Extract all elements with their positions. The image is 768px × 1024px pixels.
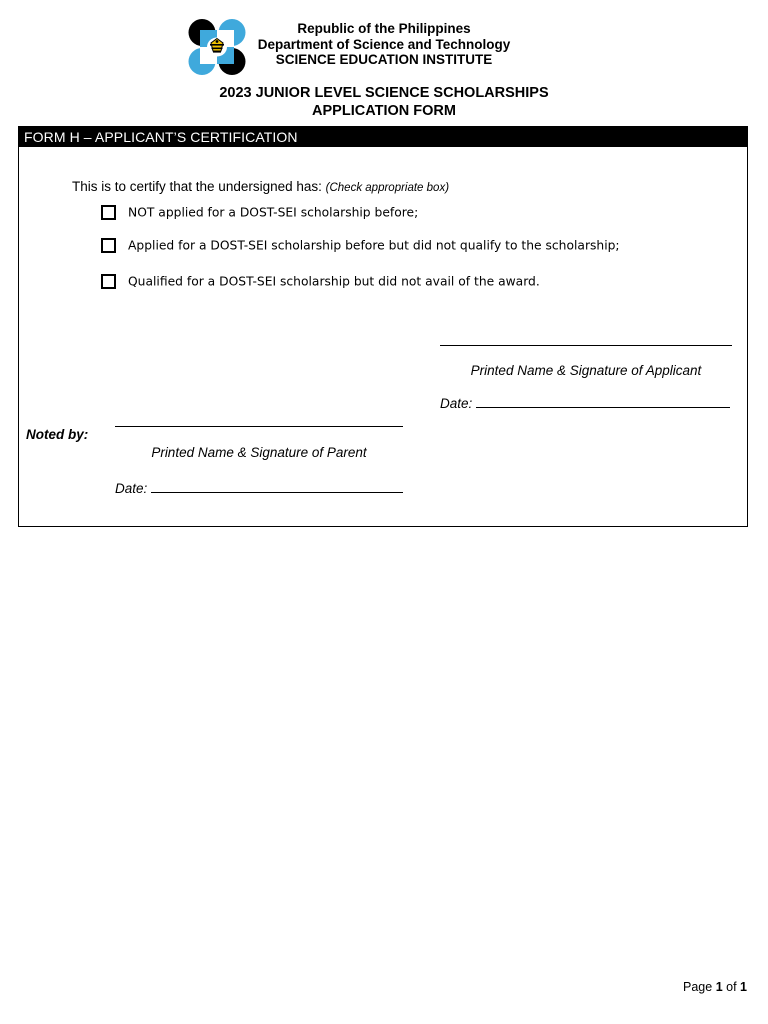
page-total: 1 <box>740 980 747 994</box>
certification-form <box>18 126 748 527</box>
option-label-did-not-qualify: Applied for a DOST-SEI scholarship before but did not qualify to the scholarship; <box>128 238 620 253</box>
intro-text: This is to certify that the undersigned has: <box>72 179 322 194</box>
page-of: of <box>726 980 737 994</box>
page-current: 1 <box>715 980 723 994</box>
checkbox-did-not-qualify[interactable] <box>101 238 116 253</box>
agency-line-institute: SCIENCE EDUCATION INSTITUTE <box>275 52 493 67</box>
applicant-signature-caption: Printed Name & Signature of Applicant <box>470 363 702 378</box>
dost-sei-logo <box>188 19 246 75</box>
parent-signature-caption: Printed Name & Signature of Parent <box>151 445 367 460</box>
form-section-title: FORM H – APPLICANT’S CERTIFICATION <box>19 127 747 147</box>
parent-date-label: Date: <box>115 481 148 496</box>
applicant-date-label: Date: <box>440 396 473 411</box>
noted-by-label: Noted by: <box>26 427 89 442</box>
page-word: Page <box>683 980 713 994</box>
title-line-scholarships: 2023 JUNIOR LEVEL SCIENCE SCHOLARSHIPS <box>219 85 549 101</box>
intro-note: (Check appropriate box) <box>325 182 450 194</box>
applicant-date-row <box>440 395 730 411</box>
parent-signature-line[interactable] <box>115 426 403 427</box>
option-not-applied <box>101 203 418 222</box>
parent-date-line[interactable] <box>151 480 403 493</box>
option-did-not-avail <box>101 272 540 291</box>
checkbox-did-not-avail[interactable] <box>101 274 116 289</box>
agency-line-republic: Republic of the Philippines <box>297 21 471 36</box>
applicant-signature-line[interactable] <box>440 345 732 346</box>
checkbox-not-applied[interactable] <box>101 205 116 220</box>
certification-intro <box>72 179 449 194</box>
option-label-did-not-avail: Qualified for a DOST-SEI scholarship but did not avail of the award. <box>128 274 540 289</box>
title-line-application-form: APPLICATION FORM <box>312 103 456 119</box>
document-header <box>0 0 768 125</box>
applicant-date-line[interactable] <box>476 395 730 408</box>
page-number <box>683 980 747 994</box>
agency-block <box>246 21 522 68</box>
option-label-not-applied: NOT applied for a DOST-SEI scholarship before; <box>128 205 419 220</box>
option-did-not-qualify <box>101 236 620 255</box>
document-title <box>0 84 768 120</box>
parent-date-row <box>115 480 403 496</box>
agency-line-department: Department of Science and Technology <box>257 36 511 52</box>
